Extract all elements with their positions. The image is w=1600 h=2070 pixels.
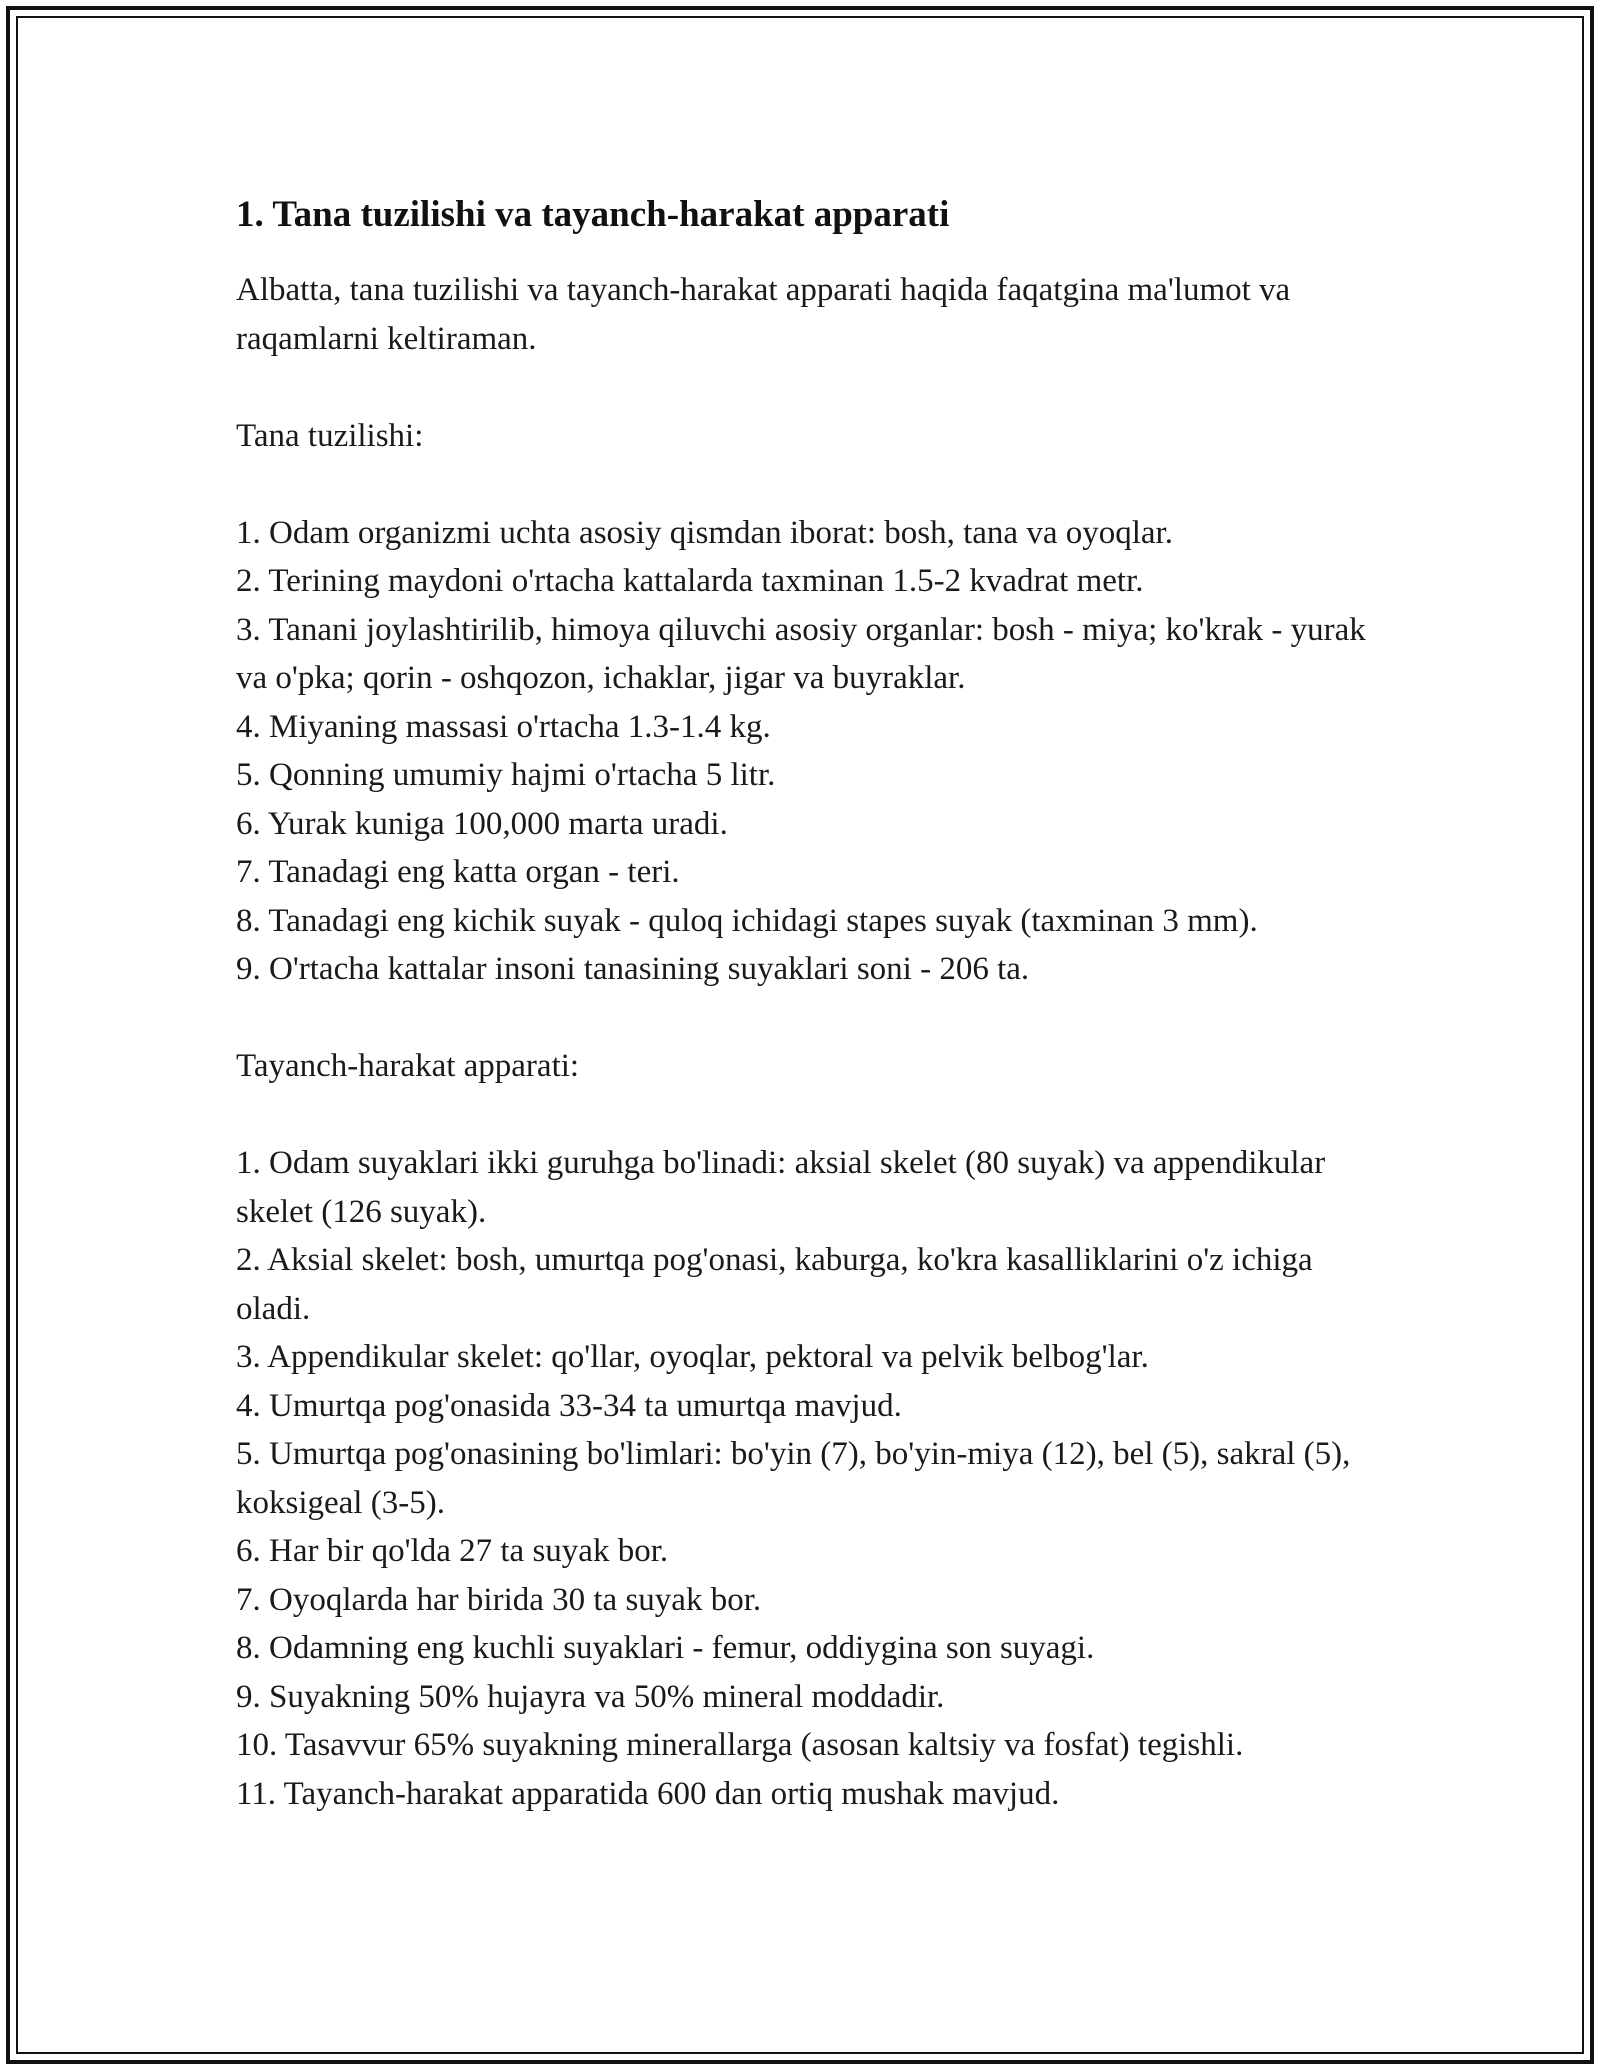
list-item: 5. Umurtqa pog'onasining bo'limlari: bo'yin (7), bo'yin-miya (12), bel (5), sakral (5), koksigeal (3-5). — [236, 1436, 1351, 1521]
list-item: 11. Tayanch-harakat apparatida 600 dan ortiq mushak mavjud. — [236, 1775, 1060, 1812]
list-item: 2. Aksial skelet: bosh, umurtqa pog'onasi, kaburga, ko'kra kasalliklarini o'z ichiga oladi. — [236, 1242, 1313, 1327]
spacer — [236, 460, 1386, 509]
intro-paragraph: Albatta, tana tuzilishi va tayanch-harakat apparati haqida faqatgina ma'lumot va raqamlarni keltiraman. — [236, 272, 1291, 357]
section-heading-tana-tuzilishi: Tana tuzilishi: — [236, 417, 424, 454]
list-item: 6. Har bir qo'lda 27 ta suyak bor. — [236, 1533, 669, 1569]
list-item: 7. Tanadagi eng katta organ - teri. — [236, 854, 680, 890]
list-item: 4. Miyaning massasi o'rtacha 1.3-1.4 kg. — [236, 708, 771, 745]
document-body — [236, 186, 1386, 1818]
list-item: 8. Tanadagi eng kichik suyak - quloq ichidagi stapes suyak (taxminan 3 mm). — [236, 902, 1258, 939]
tana-tuzilishi-list — [236, 509, 1386, 994]
list-item: 3. Tanani joylashtirilib, himoya qiluvchi asosiy organlar: bosh - miya; ko'krak - yurak va o'pka; qorin - oshqozon, ichaklar, jigar va buyraklar. — [236, 611, 1366, 696]
list-item: 4. Umurtqa pog'onasida 33-34 ta umurtqa mavjud. — [236, 1387, 902, 1424]
list-item: 7. Oyoqlarda har birida 30 ta suyak bor. — [236, 1581, 762, 1618]
list-item: 3. Appendikular skelet: qo'llar, oyoqlar, pektoral va pelvik belbog'lar. — [236, 1339, 1149, 1375]
list-item: 10. Tasavvur 65% suyakning minerallarga (asosan kaltsiy va fosfat) tegishli. — [236, 1727, 1244, 1763]
list-item: 1. Odam suyaklari ikki guruhga bo'linadi: aksial skelet (80 suyak) va appendikular skelet (126 suyak). — [236, 1145, 1326, 1230]
tayanch-harakat-list — [236, 1139, 1386, 1818]
list-item: 9. Suyakning 50% hujayra va 50% mineral moddadir. — [236, 1678, 945, 1715]
list-item: 1. Odam organizmi uchta asosiy qismdan iborat: bosh, tana va oyoqlar. — [236, 514, 1173, 551]
spacer — [236, 1091, 1386, 1140]
spacer — [236, 994, 1386, 1043]
document-title: 1. Tana tuzilishi va tayanch-harakat apparati — [236, 194, 950, 235]
list-item: 8. Odamning eng kuchli suyaklari - femur, oddiygina son suyagi. — [236, 1630, 1095, 1666]
list-item: 9. O'rtacha kattalar insoni tanasining suyaklari soni - 206 ta. — [236, 951, 1030, 987]
section-heading-tayanch-harakat: Tayanch-harakat apparati: — [236, 1048, 580, 1084]
list-item: 2. Terining maydoni o'rtacha kattalarda taxminan 1.5-2 kvadrat metr. — [236, 563, 1144, 599]
list-item: 6. Yurak kuniga 100,000 marta uradi. — [236, 805, 728, 842]
spacer — [236, 363, 1386, 412]
list-item: 5. Qonning umumiy hajmi o'rtacha 5 litr. — [236, 757, 776, 793]
